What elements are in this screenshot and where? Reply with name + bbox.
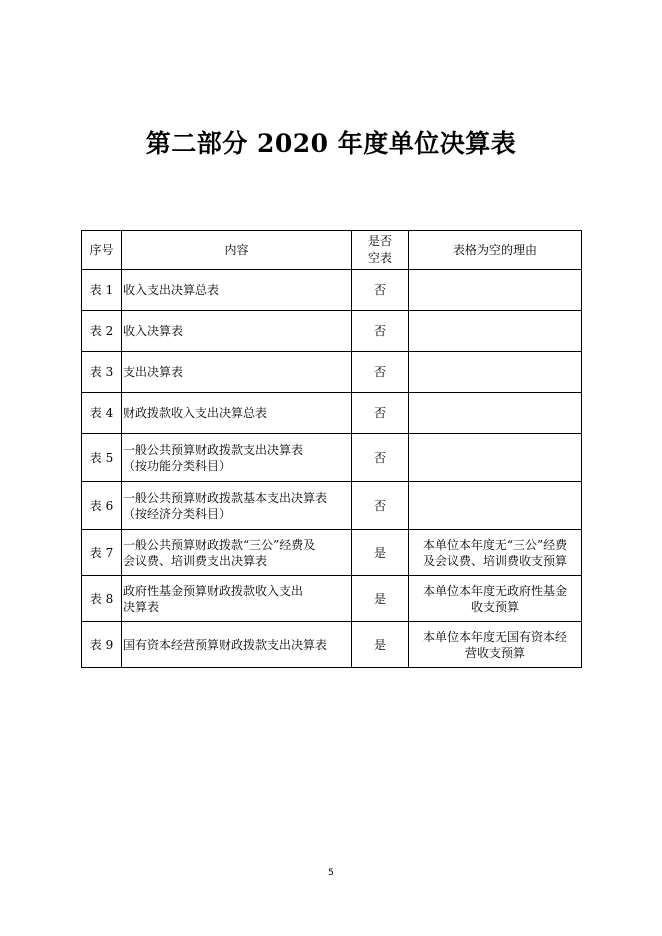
table-header-row (82, 231, 582, 270)
header-is-empty-line2: 空表 (367, 251, 392, 265)
row-is-empty: 否 (352, 311, 409, 352)
row-no: 表 6 (82, 482, 122, 530)
row-content (122, 352, 352, 393)
row-reason (409, 311, 582, 352)
row-content-line1: 支出决算表 (123, 365, 184, 379)
row-content-line1: 财政拨款收入支出决算总表 (123, 406, 268, 420)
row-no: 表 5 (82, 434, 122, 482)
row-reason (409, 482, 582, 530)
row-content (122, 622, 352, 668)
row-reason-line2: 收支预算 (470, 599, 519, 614)
row-content (122, 270, 352, 311)
table-row (82, 482, 582, 530)
row-content-line1: 收入支出决算总表 (123, 283, 220, 297)
page-title: 第二部分 2020 年度单位决算表 (145, 129, 517, 158)
row-is-empty: 是 (352, 530, 409, 576)
header-is-empty (352, 231, 409, 270)
row-content-line1: 一般公共预算财政拨款支出决算表 (123, 442, 304, 457)
table-row (82, 311, 582, 352)
row-content-line1: 国有资本经营预算财政拨款支出决算表 (123, 637, 328, 652)
row-is-empty: 否 (352, 352, 409, 393)
final-accounts-table (81, 230, 582, 668)
row-reason-line1: 本单位本年度无“三公”经费 (422, 537, 568, 552)
row-reason (409, 622, 582, 668)
row-reason (409, 270, 582, 311)
row-reason-line2: 营收支预算 (464, 645, 525, 660)
row-content-line1: 政府性基金预算财政拨款收入支出 (123, 583, 304, 598)
row-content (122, 393, 352, 434)
row-content (122, 530, 352, 576)
row-no: 表 4 (82, 393, 122, 434)
row-reason (409, 530, 582, 576)
row-is-empty: 否 (352, 270, 409, 311)
row-content-line1: 一般公共预算财政拨款“三公”经费及 (123, 537, 316, 552)
header-no: 序号 (82, 231, 122, 270)
row-reason (409, 576, 582, 622)
row-reason-line1: 本单位本年度无国有资本经 (422, 629, 567, 644)
row-no: 表 8 (82, 576, 122, 622)
table-row (82, 530, 582, 576)
row-content-line2: 会议费、培训费支出决算表 (123, 553, 268, 568)
row-content-line1: 一般公共预算财政拨款基本支出决算表 (123, 490, 328, 505)
row-content-line2: （按经济分类科目） (123, 506, 232, 521)
header-reason: 表格为空的理由 (409, 231, 582, 270)
row-is-empty: 否 (352, 393, 409, 434)
row-reason (409, 434, 582, 482)
row-content (122, 576, 352, 622)
row-is-empty: 是 (352, 622, 409, 668)
row-reason (409, 393, 582, 434)
row-no: 表 3 (82, 352, 122, 393)
row-content-line1: 收入决算表 (123, 324, 184, 338)
row-no: 表 1 (82, 270, 122, 311)
page-number: 5 (328, 868, 334, 878)
row-reason (409, 352, 582, 393)
row-content (122, 311, 352, 352)
row-reason-line1: 本单位本年度无政府性基金 (422, 583, 567, 598)
row-is-empty: 否 (352, 434, 409, 482)
row-no: 表 7 (82, 530, 122, 576)
table-row (82, 622, 582, 668)
row-reason-line2: 及会议费、培训费收支预算 (422, 553, 567, 568)
row-content-line2: （按功能分类科目） (123, 458, 232, 473)
row-no: 表 9 (82, 622, 122, 668)
header-content: 内容 (122, 231, 352, 270)
table-row (82, 576, 582, 622)
header-is-empty-line1: 是否 (367, 234, 392, 248)
table-row (82, 352, 582, 393)
row-content (122, 482, 352, 530)
row-is-empty: 是 (352, 576, 409, 622)
table-row (82, 393, 582, 434)
row-content-line2: 决算表 (123, 599, 160, 614)
table-row (82, 434, 582, 482)
row-no: 表 2 (82, 311, 122, 352)
row-content (122, 434, 352, 482)
table-row (82, 270, 582, 311)
row-is-empty: 否 (352, 482, 409, 530)
